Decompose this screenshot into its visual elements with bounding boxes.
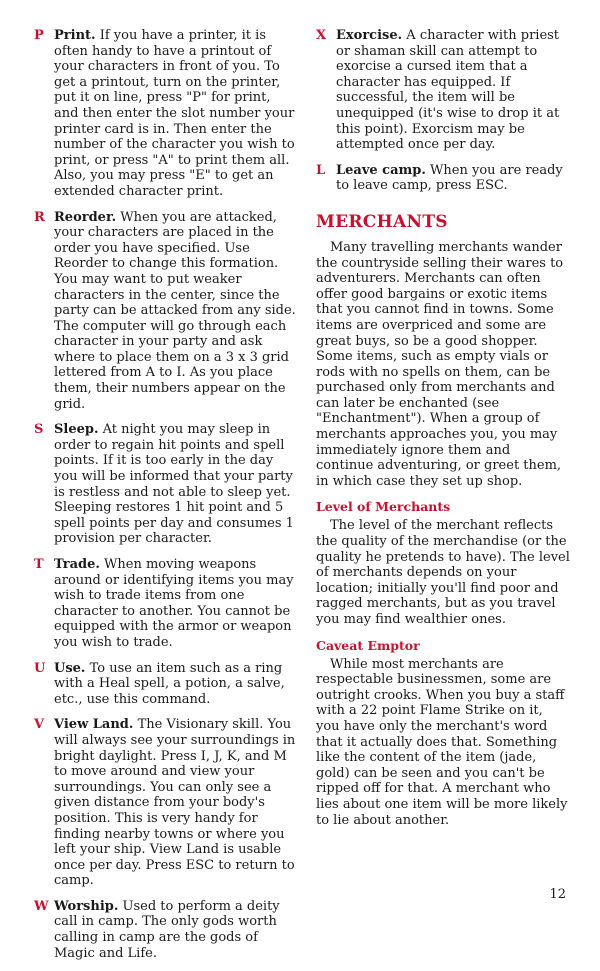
left-column — [34, 28, 296, 971]
command-title: Sleep. — [54, 422, 99, 438]
command-sleep — [34, 422, 296, 547]
command-letter: L — [316, 162, 326, 178]
command-letter: S — [34, 422, 44, 438]
command-letter: T — [34, 557, 44, 572]
merchants-intro: Many travelling merchants wander the countryside selling their wares to adventurers. Merchants can often offer good bargains or exotic items that you cannot find in towns. Some items are overpriced and some are great buys, so be a good shopper. Some items, such as empty vials or rods with no spells on them, can be purchased only from merchants and can later be enchanted (see "Enchantment"). When a group of merchants approaches you, you may immediately ignore them and continue adventuring, or greet them, in which case they set up shop. — [316, 239, 564, 489]
command-title: Leave camp. — [336, 162, 426, 178]
command-title: View Land. — [54, 717, 134, 733]
merchants-heading: MERCHANTS — [316, 211, 448, 232]
command-letter: P — [34, 28, 44, 43]
command-title: Reorder. — [54, 209, 117, 225]
command-title: Exorcise. — [336, 28, 403, 43]
command-reorder — [34, 210, 296, 413]
command-title: Print. — [54, 28, 96, 43]
command-view-land — [34, 717, 296, 889]
command-leave-camp — [316, 163, 570, 194]
command-title: Use. — [54, 660, 86, 676]
command-worship — [34, 899, 296, 961]
command-text: If you have a printer, it is often handy to have a printout of your characters in front of you. To get a printout, turn on the printer, put it on line, press "P" for print, and then enter the slot number your printer card is in. Then enter the number of the character you wish to print, or press "A" to print them all. Also, you may press "E" to get an extended character print. — [54, 28, 295, 199]
page-number: 12 — [549, 887, 566, 902]
command-text: At night you may sleep in order to regain hit points and spell points. If it is too early in the day you will be informed that your party is restless and not able to sleep yet. Sleeping restores 1 hit point and 5 spell points per day and consumes 1 provision per character. — [54, 422, 294, 547]
command-letter: X — [316, 28, 327, 43]
command-trade — [34, 557, 296, 651]
command-letter: U — [34, 660, 46, 676]
command-title: Worship. — [54, 898, 119, 914]
command-text: The Visionary skill. You will always see your surroundings in bright daylight. Press I, J, K, and M to move around and view your surroundings. You can only see a given distance from your body's position. This is very handy for finding nearby towns or where you left your ship. View Land is usable once per day. Press ESC to return to camp. — [54, 717, 296, 889]
command-text: When you are attacked, your characters are placed in the order you have specified. Use Reorder to change this formation. You may want to put weaker characters in the center, since the party can be attacked from any side. The computer will go through each character in your party and ask where to place them on a 3 x 3 grid lettered from A to I. As you place them, their numbers appear on the grid. — [54, 209, 296, 412]
command-text: Used to perform a deity call in camp. The only gods worth calling in camp are the gods of Magic and Life. — [54, 898, 280, 961]
command-title: Trade. — [54, 557, 100, 572]
command-text: To use an item such as a ring with a Heal spell, a potion, a salve, etc., use this command. — [54, 660, 285, 707]
right-column — [316, 28, 570, 828]
command-print — [34, 28, 296, 200]
caveat-emptor-heading: Caveat Emptor — [316, 637, 420, 653]
command-exorcise — [316, 28, 570, 153]
command-text: A character with priest or shaman skill can attempt to exorcise a cursed item that a character has equipped. If successful, the item will be unequipped (it's wise to drop it at this point). Exorcism may be attempted once per day. — [336, 28, 560, 153]
command-letter: R — [34, 209, 45, 225]
command-letter: W — [34, 898, 49, 914]
command-text: When moving weapons around or identifying items you may wish to trade items from one character to another. You cannot be equipped with the armor or weapon you wish to trade. — [54, 557, 294, 650]
command-text: When you are ready to leave camp, press ESC. — [336, 162, 563, 194]
level-of-merchants-heading: Level of Merchants — [316, 499, 451, 515]
level-of-merchants-text: The level of the merchant reflects the quality of the merchandise (or the quality he pretends to have). The level of merchants depends on your location; initially you'll find poor and ragged merchants, but as you travel you may find wealthier ones. — [316, 518, 570, 627]
command-use — [34, 661, 296, 708]
caveat-emptor-text: While most merchants are respectable businessmen, some are outright crooks. When you buy a staff with a 22 point Flame Strike on it, you have only the merchant's word that it actually does that. Something like the content of the item (jade, gold) can be seen and you can't be ripped off for that. A merchant who lies about one item will be more likely to lie about another. — [316, 656, 568, 828]
command-letter: V — [34, 717, 45, 733]
